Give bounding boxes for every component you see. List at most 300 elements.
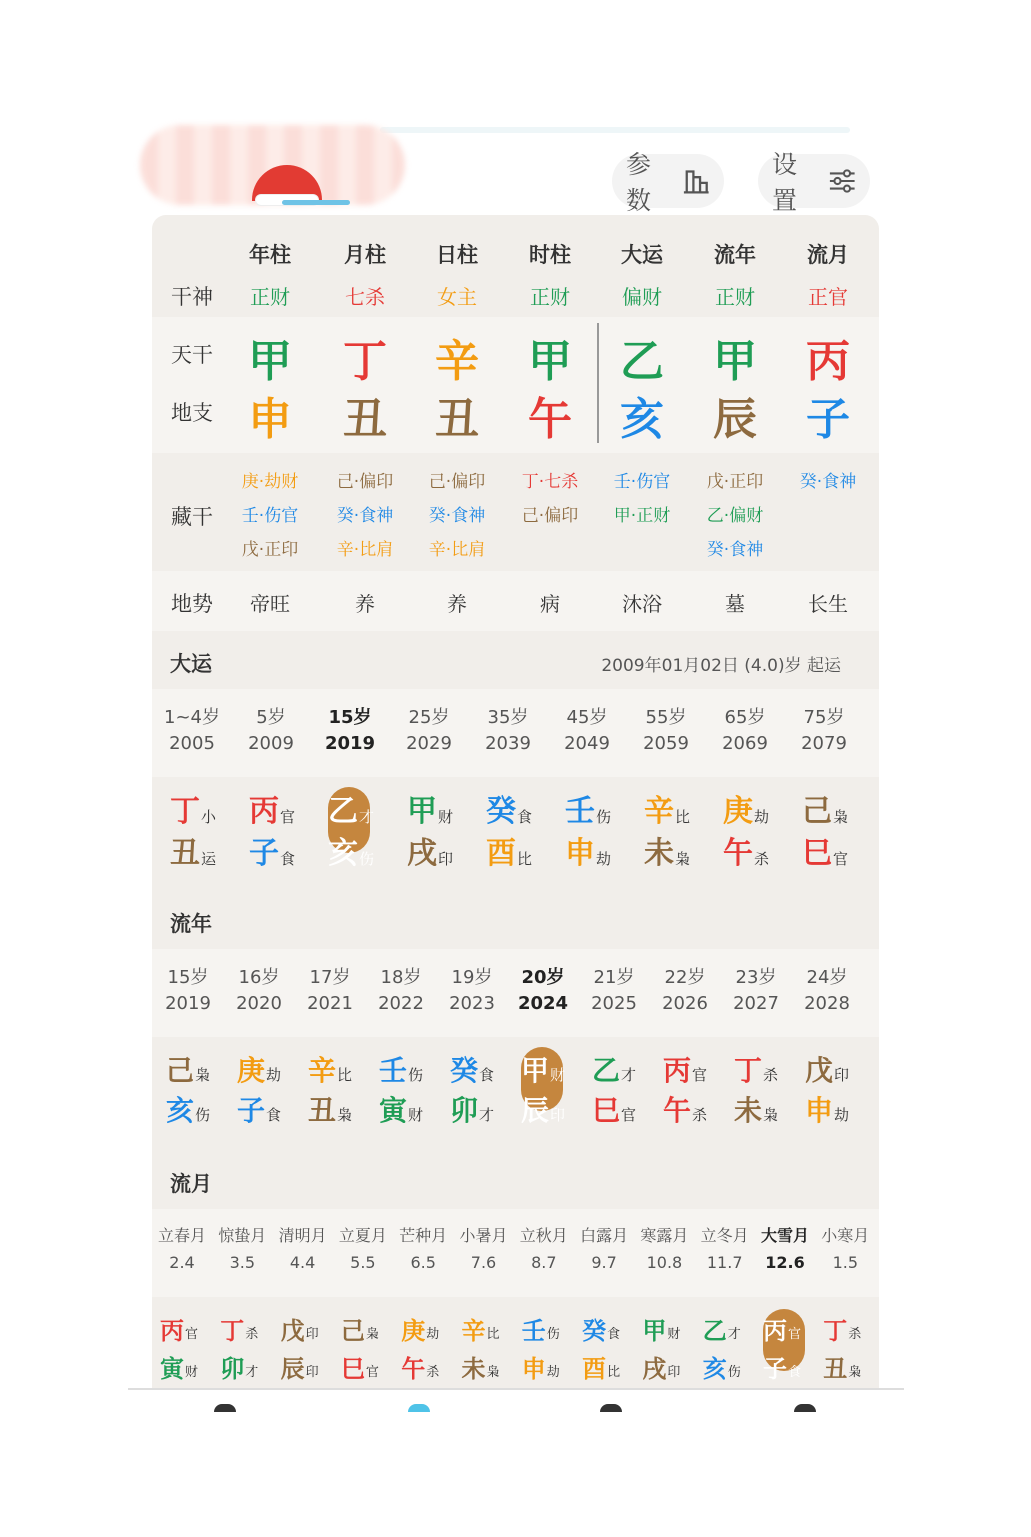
tiangan-label: 天干 — [171, 343, 213, 367]
tiangan-char[interactable]: 丁 — [343, 336, 387, 387]
tiangan-group — [328, 794, 375, 829]
dizhi-char[interactable]: 午 — [528, 394, 572, 445]
dizhi-char: 午 — [663, 1094, 692, 1127]
age-label: 45岁 — [566, 707, 608, 728]
ganzhi-pair[interactable] — [663, 1054, 723, 1127]
dizhi-char: 亥 — [166, 1094, 195, 1127]
year-label: 2005 — [169, 733, 215, 754]
age-label: 21岁 — [593, 967, 635, 988]
shishen-label: 比 — [607, 1365, 621, 1380]
age-label: 15岁 — [167, 967, 209, 988]
age-label: 白露月 — [580, 1226, 629, 1245]
age-label: 惊蛰月 — [218, 1226, 267, 1245]
shishen-label: 劫 — [426, 1327, 440, 1342]
year-label: 2025 — [591, 993, 637, 1014]
tiangan-group — [281, 1319, 319, 1343]
shishen-label: 官 — [621, 1106, 637, 1124]
dizhi-group — [734, 1094, 779, 1127]
ganzhi-pair[interactable] — [401, 1319, 461, 1381]
tiangan-group — [160, 1319, 198, 1343]
liuyue-title: 流月 — [170, 1172, 212, 1196]
dizhi-group — [379, 1094, 424, 1127]
ganshen-label: 干神 — [171, 285, 213, 309]
shishen-label: 食 — [479, 1066, 495, 1084]
tiangan-char: 甲 — [642, 1317, 667, 1345]
dizhi-group — [462, 1357, 500, 1381]
settings-label: 设置 — [772, 150, 798, 215]
year-label: 2079 — [801, 733, 847, 754]
tiangan-group — [663, 1054, 708, 1087]
top-divider — [380, 127, 850, 133]
tiangan-char[interactable]: 乙 — [620, 336, 664, 387]
tiangan-char: 庚 — [237, 1054, 266, 1087]
shishen-label: 财 — [550, 1066, 566, 1084]
year-label: 4.4 — [289, 1253, 316, 1272]
year-label: 2028 — [804, 993, 850, 1014]
shishen-label: 食 — [517, 808, 533, 826]
shishen-label: 才 — [359, 808, 375, 826]
ganzhi-pair[interactable] — [407, 794, 467, 871]
year-label: 2021 — [307, 993, 353, 1014]
dizhi-char: 未 — [734, 1094, 763, 1127]
tiangan-group — [308, 1054, 353, 1087]
tiangan-group — [592, 1054, 637, 1087]
age-label: 立夏月 — [338, 1226, 387, 1245]
dishi-value: 养 — [355, 592, 375, 616]
dizhi-char: 巳 — [592, 1094, 621, 1127]
dayun-start-info: 2009年01月02日 (4.0)岁 起运 — [601, 656, 841, 676]
dayun-header — [152, 631, 879, 689]
tiangan-char: 己 — [340, 1317, 365, 1345]
shishen-label: 杀 — [245, 1327, 259, 1342]
dizhi-group — [328, 836, 375, 871]
tiangan-char: 戊 — [280, 1317, 305, 1345]
tiangan-group — [723, 794, 770, 829]
shishen-label: 杀 — [763, 1066, 779, 1084]
liuyue-header — [152, 1151, 879, 1209]
tiangan-group — [220, 1319, 258, 1343]
shishen-label: 食 — [280, 850, 296, 868]
canggan-item: 辛·比肩 — [428, 540, 486, 560]
canggan-item: 庚·劫财 — [241, 472, 299, 492]
shishen-label: 伤 — [408, 1066, 424, 1084]
shishen-label: 印 — [667, 1365, 681, 1380]
pillar-divider — [597, 323, 599, 443]
ganzhi-pair[interactable] — [521, 1054, 581, 1127]
shishen-label: 伤 — [546, 1327, 560, 1342]
dizhi-label: 地支 — [171, 401, 213, 425]
shishen-label: 印 — [305, 1327, 319, 1342]
tiangan-group — [823, 1319, 861, 1343]
ganzhi-pair[interactable] — [703, 1319, 763, 1381]
year-label: 7.6 — [470, 1253, 497, 1272]
dizhi-char: 卯 — [220, 1355, 245, 1383]
canggan-item: 戊·正印 — [706, 472, 764, 492]
dizhi-group — [592, 1094, 637, 1127]
shishen-label: 运 — [201, 850, 217, 868]
liunian-ganzhi — [152, 1037, 879, 1165]
canggan-item: 癸·食神 — [336, 506, 394, 526]
shishen-label: 印 — [305, 1365, 319, 1380]
dizhi-group — [486, 836, 533, 871]
age-label: 23岁 — [735, 967, 777, 988]
dizhi-group — [281, 1357, 319, 1381]
tiangan-group — [462, 1319, 500, 1343]
year-label: 2027 — [733, 993, 779, 1014]
tiangan-group — [341, 1319, 379, 1343]
ganzhi-pair[interactable] — [522, 1319, 582, 1381]
tab-indicator-3[interactable] — [600, 1404, 622, 1412]
settings-button[interactable] — [758, 150, 870, 215]
liuyue-ganzhi — [152, 1297, 879, 1390]
year-label: 6.5 — [410, 1253, 436, 1272]
dizhi-group — [308, 1094, 353, 1127]
dizhi-char: 酉 — [582, 1355, 607, 1383]
dizhi-char: 辰 — [521, 1094, 550, 1127]
canggan-item: 癸·食神 — [799, 472, 857, 492]
dizhi-char: 午 — [401, 1355, 426, 1383]
year-label: 10.8 — [646, 1253, 683, 1272]
age-label: 25岁 — [408, 707, 450, 728]
year-label: 2009 — [248, 733, 294, 754]
shishen-label: 官 — [365, 1365, 379, 1380]
canggan-item: 壬·伤官 — [241, 506, 299, 526]
canggan-label: 藏干 — [171, 505, 213, 529]
tiangan-char: 丁 — [734, 1054, 763, 1087]
dizhi-group — [663, 1094, 708, 1127]
tiangan-char: 辛 — [644, 794, 674, 829]
tiangan-group — [521, 1054, 566, 1087]
dizhi-group — [522, 1357, 560, 1381]
shishen-label: 才 — [621, 1066, 637, 1084]
dizhi-group — [160, 1357, 198, 1381]
year-label: 2069 — [722, 733, 768, 754]
shishen-label: 印 — [834, 1066, 850, 1084]
dizhi-group — [450, 1094, 495, 1127]
ganzhi-band — [152, 317, 879, 453]
dizhi-char: 戌 — [642, 1355, 667, 1383]
dizhi-group — [565, 836, 612, 871]
canggan-item: 己·偏印 — [521, 506, 579, 526]
tiangan-char: 丁 — [823, 1317, 848, 1345]
tab-indicator-1[interactable] — [214, 1404, 236, 1412]
pillar-title: 流年 — [714, 243, 756, 267]
age-label: 1~4岁 — [164, 707, 220, 728]
dizhi-char: 巳 — [802, 836, 832, 871]
ganzhi-pair[interactable] — [220, 1319, 280, 1381]
tiangan-char: 乙 — [328, 794, 358, 829]
ganshen-value: 正官 — [808, 285, 848, 309]
shishen-label: 枭 — [195, 1066, 211, 1084]
dizhi-group — [802, 836, 849, 871]
age-label: 75岁 — [803, 707, 845, 728]
age-label: 15岁 — [328, 707, 372, 728]
ganzhi-pair[interactable] — [166, 1054, 226, 1127]
age-label: 19岁 — [451, 967, 493, 988]
dizhi-char[interactable]: 丑 — [343, 394, 387, 445]
tiangan-char: 癸 — [486, 794, 516, 829]
liunian-header — [152, 891, 879, 949]
year-label: 2019 — [324, 733, 376, 754]
shishen-label: 枭 — [763, 1106, 779, 1124]
age-label: 立春月 — [157, 1226, 206, 1245]
tiangan-group — [401, 1319, 439, 1343]
dizhi-char: 未 — [644, 836, 674, 871]
age-label: 小暑月 — [459, 1226, 508, 1245]
tiangan-char: 癸 — [582, 1317, 607, 1345]
dizhi-group — [170, 836, 217, 871]
age-label: 立秋月 — [519, 1226, 568, 1245]
ganzhi-pair[interactable] — [170, 794, 230, 871]
shishen-label: 才 — [479, 1106, 495, 1124]
ganzhi-pair[interactable] — [281, 1319, 341, 1381]
tiangan-group — [763, 1319, 801, 1343]
shishen-label: 财 — [408, 1106, 424, 1124]
pillar-header-band — [152, 215, 879, 317]
tiangan-char[interactable]: 甲 — [713, 336, 757, 387]
ganzhi-pair[interactable] — [734, 1054, 794, 1127]
ganzhi-pair[interactable] — [379, 1054, 439, 1127]
year-label: 2049 — [564, 733, 610, 754]
shishen-label: 才 — [727, 1327, 741, 1342]
dizhi-group — [644, 836, 691, 871]
age-label: 24岁 — [806, 967, 848, 988]
tiangan-char: 丁 — [170, 794, 200, 829]
shishen-label: 劫 — [546, 1365, 560, 1380]
age-label: 65岁 — [724, 707, 766, 728]
ganzhi-pair[interactable] — [723, 794, 783, 871]
shishen-label: 劫 — [596, 850, 612, 868]
canggan-item: 癸·食神 — [706, 540, 764, 560]
tiangan-group — [249, 794, 296, 829]
tab-indicator-4[interactable] — [794, 1404, 816, 1412]
ganshen-value: 正财 — [530, 285, 570, 309]
ganzhi-pair[interactable] — [582, 1319, 642, 1381]
ganzhi-pair[interactable] — [249, 794, 309, 871]
canggan-item: 乙·偏财 — [706, 506, 764, 526]
ganzhi-pair[interactable] — [341, 1319, 401, 1381]
params-label: 参数 — [626, 150, 652, 215]
shishen-label: 财 — [667, 1327, 681, 1342]
dizhi-char: 子 — [763, 1355, 787, 1383]
year-label: 1.5 — [832, 1253, 859, 1272]
shishen-label: 杀 — [426, 1365, 440, 1380]
sliders-icon — [828, 168, 857, 194]
ganzhi-pair[interactable] — [565, 794, 625, 871]
tiangan-char: 乙 — [592, 1054, 621, 1087]
tiangan-group — [565, 794, 612, 829]
dizhi-char: 巳 — [340, 1355, 365, 1383]
tiangan-char[interactable]: 丙 — [806, 336, 850, 387]
dishi-value: 帝旺 — [250, 592, 290, 616]
shishen-label: 枭 — [833, 808, 849, 826]
dizhi-char: 亥 — [702, 1355, 727, 1383]
shishen-label: 伤 — [359, 850, 375, 868]
tiangan-char: 乙 — [702, 1317, 727, 1345]
dizhi-group — [582, 1357, 620, 1381]
liuyue-months — [152, 1209, 879, 1297]
age-label: 22岁 — [664, 967, 706, 988]
tiangan-char: 己 — [166, 1054, 195, 1087]
tiangan-char: 丙 — [160, 1317, 184, 1345]
dizhi-char: 子 — [249, 836, 279, 871]
tiangan-char: 戊 — [805, 1054, 834, 1087]
ganzhi-pair[interactable] — [237, 1054, 297, 1127]
tiangan-group — [644, 794, 691, 829]
year-label: 11.7 — [706, 1253, 743, 1272]
dizhi-group — [401, 1357, 439, 1381]
params-button[interactable] — [612, 150, 724, 215]
canggan-item: 己·偏印 — [336, 472, 394, 492]
ganshen-value: 偏财 — [622, 285, 662, 309]
dishi-label: 地势 — [171, 592, 213, 616]
year-label: 2026 — [662, 993, 708, 1014]
year-label: 2022 — [378, 993, 424, 1014]
ganzhi-pair[interactable] — [486, 794, 546, 871]
canggan-item: 壬·伤官 — [613, 472, 671, 492]
shishen-label: 官 — [788, 1327, 802, 1342]
ganzhi-pair[interactable] — [763, 1319, 823, 1381]
dishi-value: 长生 — [808, 592, 848, 616]
ganzhi-pair[interactable] — [450, 1054, 510, 1127]
tiangan-char: 庚 — [401, 1317, 426, 1345]
dizhi-char[interactable]: 申 — [248, 394, 292, 445]
ganzhi-pair[interactable] — [328, 794, 388, 871]
ganzhi-pair[interactable] — [823, 1319, 879, 1381]
tiangan-char: 丙 — [663, 1054, 692, 1087]
tiangan-group — [379, 1054, 424, 1087]
age-label: 16岁 — [238, 967, 280, 988]
tabbar-divider — [128, 1388, 904, 1390]
canggan-item: 己·偏印 — [428, 472, 486, 492]
tiangan-char[interactable]: 甲 — [528, 336, 572, 387]
shishen-label: 伤 — [727, 1365, 741, 1380]
tiangan-group — [237, 1054, 282, 1087]
shishen-label: 小 — [201, 808, 217, 826]
dizhi-char: 丑 — [308, 1094, 337, 1127]
dishi-value: 墓 — [725, 592, 745, 616]
ganzhi-pair[interactable] — [644, 794, 704, 871]
shishen-label: 劫 — [754, 808, 770, 826]
dizhi-char[interactable]: 亥 — [620, 394, 664, 445]
dishi-band — [152, 571, 879, 631]
year-label: 8.7 — [531, 1253, 557, 1272]
dizhi-group — [763, 1357, 801, 1381]
dizhi-group — [220, 1357, 258, 1381]
liunian-ages — [152, 949, 879, 1037]
tab-indicator-2[interactable] — [408, 1404, 430, 1412]
shishen-label: 印 — [550, 1106, 566, 1124]
tiangan-group — [486, 794, 533, 829]
dizhi-char: 寅 — [160, 1355, 184, 1383]
shishen-label: 枭 — [486, 1365, 500, 1380]
shishen-label: 财 — [185, 1365, 199, 1380]
dishi-value: 沐浴 — [622, 592, 662, 616]
year-label: 12.6 — [765, 1253, 805, 1272]
age-label: 55岁 — [645, 707, 687, 728]
dizhi-char[interactable]: 子 — [806, 394, 850, 445]
dishi-value: 养 — [447, 592, 467, 616]
dizhi-char: 午 — [723, 836, 753, 871]
pillar-title: 日柱 — [436, 243, 478, 267]
pillar-title: 月柱 — [344, 243, 386, 267]
age-label: 小寒月 — [821, 1226, 870, 1245]
tiangan-group — [170, 794, 217, 829]
shishen-label: 印 — [438, 850, 454, 868]
tiangan-char: 癸 — [450, 1054, 479, 1087]
tiangan-char: 甲 — [407, 794, 437, 829]
shishen-label: 财 — [438, 808, 454, 826]
year-label: 2019 — [165, 993, 211, 1014]
accent-line — [282, 200, 350, 205]
tiangan-char[interactable]: 辛 — [435, 336, 479, 387]
age-label: 清明月 — [278, 1226, 327, 1245]
dizhi-group — [805, 1094, 850, 1127]
canggan-item: 丁·七杀 — [521, 472, 579, 492]
shishen-label: 官 — [692, 1066, 708, 1084]
canggan-item: 甲·正财 — [613, 506, 671, 526]
ganzhi-pair[interactable] — [308, 1054, 368, 1127]
shishen-label: 伤 — [195, 1106, 211, 1124]
ganzhi-pair[interactable] — [160, 1319, 220, 1381]
canggan-item: 癸·食神 — [428, 506, 486, 526]
dizhi-char: 丑 — [823, 1355, 848, 1383]
shishen-label: 伤 — [596, 808, 612, 826]
tiangan-group — [734, 1054, 779, 1087]
tiangan-char: 丙 — [249, 794, 279, 829]
bazi-card — [152, 215, 879, 1390]
ganzhi-pair[interactable] — [642, 1319, 702, 1381]
canggan-item: 辛·比肩 — [336, 540, 394, 560]
ganshen-value: 七杀 — [345, 285, 385, 309]
tiangan-group — [166, 1054, 211, 1087]
ganzhi-pair[interactable] — [592, 1054, 652, 1127]
tiangan-char: 壬 — [521, 1317, 546, 1345]
year-label: 2023 — [449, 993, 495, 1014]
shishen-label: 才 — [245, 1365, 259, 1380]
tiangan-group — [522, 1319, 560, 1343]
dizhi-char: 丑 — [170, 836, 200, 871]
dizhi-char[interactable]: 丑 — [435, 394, 479, 445]
tiangan-char[interactable]: 甲 — [248, 336, 292, 387]
age-label: 5岁 — [256, 707, 286, 728]
year-label: 2039 — [485, 733, 531, 754]
ganzhi-pair[interactable] — [805, 1054, 865, 1127]
year-label: 5.5 — [350, 1253, 376, 1272]
dizhi-group — [642, 1357, 680, 1381]
dizhi-char[interactable]: 辰 — [713, 394, 757, 445]
age-label: 立冬月 — [700, 1226, 749, 1245]
shishen-label: 劫 — [266, 1066, 282, 1084]
year-label: 2059 — [643, 733, 689, 754]
dayun-ganzhi — [152, 777, 879, 905]
tiangan-char: 壬 — [565, 794, 595, 829]
shishen-label: 官 — [833, 850, 849, 868]
age-label: 35岁 — [487, 707, 529, 728]
dizhi-group — [237, 1094, 282, 1127]
liunian-title: 流年 — [170, 912, 212, 936]
tiangan-group — [450, 1054, 495, 1087]
dayun-title: 大运 — [170, 652, 212, 676]
dayun-ages — [152, 689, 879, 777]
dizhi-group — [249, 836, 296, 871]
dizhi-char: 申 — [521, 1355, 546, 1383]
ganzhi-pair[interactable] — [462, 1319, 522, 1381]
ganzhi-pair[interactable] — [802, 794, 862, 871]
shishen-label: 食 — [607, 1327, 621, 1342]
canggan-band — [152, 453, 879, 571]
age-label: 寒露月 — [640, 1226, 689, 1245]
